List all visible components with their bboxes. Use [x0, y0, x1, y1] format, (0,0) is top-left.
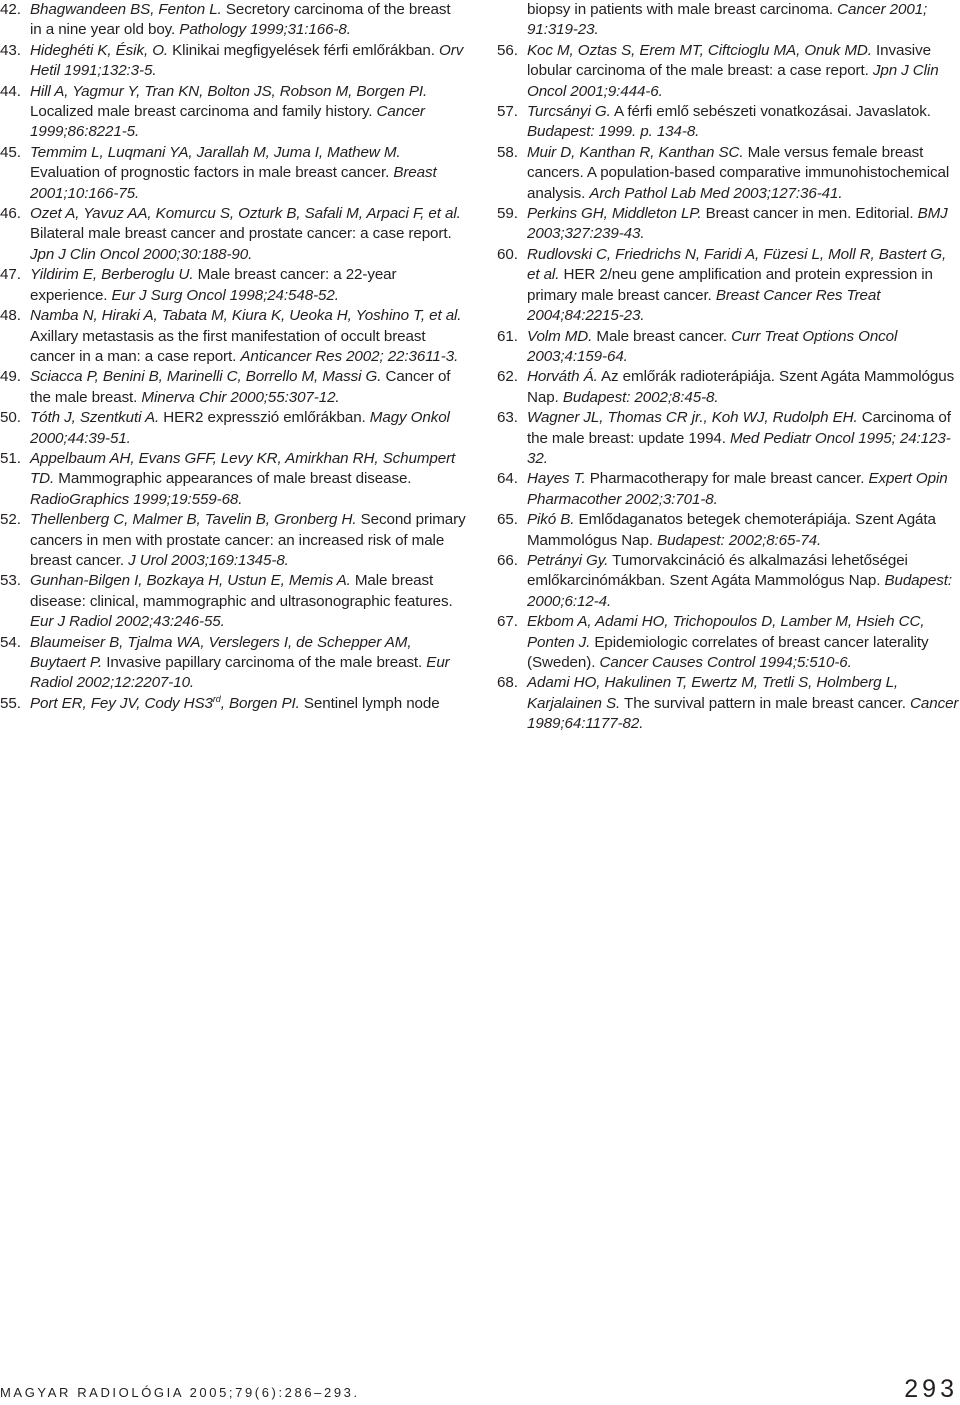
reference-journal: Jpn J Clin Oncol 2000;30:188-90. [30, 245, 253, 263]
reference-title: Epidemiologic correlates of breast cancer laterality (Sweden). [527, 633, 929, 671]
reference-number: 42. [0, 1, 21, 18]
reference-journal: Curr Treat Options Oncol 2003;4:159-64. [527, 327, 898, 365]
reference-journal: Cancer 2001; 91:319-23. [527, 1, 928, 39]
reference-title: Klinikai megfigyelések férfi emlőrákban. [168, 41, 440, 59]
reference-number: 67. [497, 613, 518, 631]
reference-title: A férfi emlő sebészeti vonatkozásai. Javaslatok. [610, 103, 931, 121]
reference-42 [0, 0, 466, 41]
reference-journal: J Urol 2003;169:1345-8. [128, 551, 289, 569]
reference-journal: Eur Radiol 2002;12:2207-10. [30, 654, 450, 692]
reference-journal: Med Pediatr Oncol 1995; 24:123-32. [527, 429, 951, 467]
reference-journal: Cancer 1999;86:8221-5. [30, 103, 425, 141]
reference-journal: RadioGraphics 1999;19:559-68. [30, 490, 243, 508]
reference-67 [497, 612, 960, 673]
reference-title: Second primary cancers in men with prostate cancer: an increased risk of male breast cancer. [30, 511, 466, 569]
reference-authors: Ekbom A, Adami HO, Trichopoulos D, Lamber M, Hsieh CC, Ponten J. [527, 613, 925, 651]
reference-authors: Namba N, Hiraki A, Tabata M, Kiura K, Ueoka H, Yoshino T, et al. [30, 307, 462, 325]
reference-number: 59. [497, 205, 518, 223]
reference-journal: Cancer Causes Control 1994;5:510-6. [599, 654, 852, 671]
reference-authors: Ozet A, Yavuz AA, Komurcu S, Ozturk B, Safali M, Arpaci F, et al. [30, 205, 461, 223]
reference-authors: Yildirim E, Berberoglu U. [30, 266, 194, 284]
reference-authors: Pikó B. [527, 511, 575, 529]
reference-57 [497, 102, 960, 143]
reference-journal: Breast 2001;10:166-75. [30, 164, 437, 202]
reference-authors: Temmim L, Luqmani YA, Jarallah M, Juma I, Mathew M. [30, 143, 401, 161]
reference-title: Male breast disease: clinical, mammographic and ultrasonographic features. [30, 572, 453, 610]
reference-number: 44. [0, 82, 21, 100]
reference-title: Male breast cancer. [592, 327, 732, 345]
reference-title: Sentinel lymph node [299, 694, 440, 712]
reference-authors: Volm MD. [527, 327, 593, 345]
reference-number: 54. [0, 633, 21, 651]
reference-journal: Eur J Surg Oncol 1998;24:548-52. [111, 286, 339, 304]
reference-55 [0, 694, 466, 714]
reference-number: 68. [497, 674, 518, 692]
reference-63 [497, 408, 960, 469]
reference-title: Evaluation of prognostic factors in male breast cancer. [30, 164, 394, 182]
reference-number: 52. [0, 511, 21, 529]
reference-number: 45. [0, 143, 21, 161]
reference-title: Cancer of the male breast. [30, 368, 451, 406]
right-column [497, 0, 960, 735]
reference-authors: Bhagwandeen BS, Fenton L. [30, 1, 222, 18]
reference-journal: Breast Cancer Res Treat 2004;84:2215-23. [527, 286, 881, 325]
reference-journal: Anticancer Res 2002; 22:3611-3. [240, 347, 459, 365]
reference-authors: Adami HO, Hakulinen T, Ewertz M, Tretli S, Holmberg L, Karjalainen S. [527, 674, 899, 712]
reference-journal: Eur J Radiol 2002;43:246-55. [30, 613, 225, 631]
reference-title: Carcinoma of the male breast: update 1994. [527, 409, 951, 447]
reference-authors: Gunhan-Bilgen I, Bozkaya H, Ustun E, Memis A. [30, 572, 351, 590]
reference-journal: Budapest: 1999. p. 134-8. [527, 123, 700, 141]
reference-number: 51. [0, 449, 21, 467]
reference-authors: Hayes T. [527, 470, 586, 488]
reference-number: 56. [497, 41, 518, 59]
reference-54 [0, 633, 466, 694]
reference-authors: Thellenberg C, Malmer B, Tavelin B, Gronberg H. [30, 511, 357, 529]
reference-number: 64. [497, 470, 518, 488]
reference-58 [497, 143, 960, 204]
reference-47 [0, 265, 466, 306]
reference-number: 48. [0, 307, 21, 325]
reference-title: The survival pattern in male breast cancer. [620, 694, 911, 712]
reference-authors: Port ER, Fey JV, Cody HS3 [30, 694, 213, 712]
reference-authors: Hideghéti K, Ésik, O. [30, 41, 169, 59]
reference-number: 63. [497, 409, 518, 427]
journal-citation: MAGYAR RADIOLÓGIA 2005;79(6):286–293. [0, 1385, 360, 1400]
reference-journal: Budapest: 2000;6:12-4. [527, 572, 952, 610]
reference-65 [497, 510, 960, 551]
reference-66 [497, 551, 960, 612]
reference-journal: BMJ 2003;327:239-43. [527, 205, 948, 243]
reference-number: 60. [497, 245, 518, 263]
reference-number: 50. [0, 409, 21, 427]
reference-authors: Perkins GH, Middleton LP. [527, 205, 702, 223]
reference-journal: Cancer 1989;64:1177-82. [527, 694, 959, 733]
reference-62 [497, 367, 960, 408]
reference-number: 66. [497, 551, 518, 569]
reference-title: HER 2/neu gene amplification and protein expression in primary male breast cancer. [527, 266, 933, 304]
reference-journal: Minerva Chir 2000;55:307-12. [141, 388, 340, 406]
reference-title: Tumorvakcináció és alkalmazási lehetőségei emlőkarcinómákban. Szent Agáta Mammológus Nap. [527, 551, 908, 590]
reference-number: 65. [497, 511, 518, 529]
reference-title: Secretory carcinoma of the breast in a nine year old boy. [30, 1, 451, 39]
reference-title: Bilateral male breast cancer and prostate cancer: a case report. [30, 225, 452, 243]
reference-title: Mammographic appearances of male breast disease. [54, 470, 412, 488]
reference-journal: Jpn J Clin Oncol 2001;9:444-6. [527, 62, 939, 100]
reference-title: Axillary metastasis as the first manifestation of occult breast cancer in a man: a case report. [30, 327, 426, 365]
reference-55-continued [497, 0, 960, 41]
reference-title: biopsy in patients with male breast carcinoma. [527, 1, 838, 18]
reference-52 [0, 510, 466, 571]
reference-50 [0, 408, 466, 449]
reference-authors: Sciacca P, Benini B, Marinelli C, Borrello M, Massi G. [30, 368, 382, 386]
reference-46 [0, 204, 466, 265]
reference-journal: Orv Hetil 1991;132:3-5. [30, 41, 464, 80]
reference-title: Emlődaganatos betegek chemoterápiája. Szent Agáta Mammológus Nap. [527, 511, 936, 549]
reference-51 [0, 449, 466, 510]
reference-49 [0, 367, 466, 408]
reference-journal: Budapest: 2002;8:65-74. [657, 531, 822, 549]
reference-number: 49. [0, 368, 21, 386]
reference-number: 62. [497, 368, 518, 386]
reference-title: Invasive lobular carcinoma of the male breast: a case report. [527, 41, 931, 80]
reference-number: 43. [0, 41, 21, 59]
reference-authors-superscript: rd [212, 693, 221, 704]
reference-56 [497, 41, 960, 102]
reference-authors: Muir D, Kanthan R, Kanthan SC. [527, 143, 744, 161]
reference-title: Az emlőrák radioterápiája. Szent Agáta Mammológus Nap. [527, 368, 955, 406]
reference-60 [497, 245, 960, 327]
reference-title: HER2 expresszió emlőrákban. [159, 409, 370, 427]
reference-44 [0, 82, 466, 143]
reference-number: 46. [0, 205, 21, 223]
reference-number: 58. [497, 143, 518, 161]
reference-journal: Expert Opin Pharmacother 2002;3:701-8. [527, 470, 948, 508]
reference-journal: Magy Onkol 2000;44:39-51. [30, 409, 450, 447]
reference-title: Localized male breast carcinoma and family history. [30, 103, 377, 121]
reference-title: Male breast cancer: a 22-year experience. [30, 266, 397, 304]
reference-number: 61. [497, 327, 518, 345]
reference-journal: Arch Pathol Lab Med 2003;127:36-41. [589, 184, 843, 202]
reference-authors: Turcsányi G. [527, 103, 611, 121]
reference-authors: Wagner JL, Thomas CR jr., Koh WJ, Rudolph EH. [527, 409, 858, 427]
reference-authors: Koc M, Oztas S, Erem MT, Ciftcioglu MA, Onuk MD. [527, 41, 872, 59]
reference-title: Pharmacotherapy for male breast cancer. [585, 470, 869, 488]
reference-journal: Budapest: 2002;8:45-8. [562, 388, 719, 406]
reference-53 [0, 571, 466, 632]
reference-authors: Appelbaum AH, Evans GFF, Levy KR, Amirkhan RH, Schumpert TD. [30, 449, 456, 488]
reference-59 [497, 204, 960, 245]
reference-45 [0, 143, 466, 204]
reference-48 [0, 306, 466, 367]
reference-61 [497, 327, 960, 368]
reference-64 [497, 469, 960, 510]
reference-authors: Tóth J, Szentkuti A. [30, 409, 160, 427]
reference-authors: Hill A, Yagmur Y, Tran KN, Bolton JS, Robson M, Borgen PI. [30, 82, 428, 100]
reference-number: 47. [0, 266, 21, 284]
reference-43 [0, 41, 466, 82]
reference-authors: Rudlovski C, Friedrichs N, Faridi A, Füzesi L, Moll R, Bastert G, et al. [527, 245, 947, 284]
left-column [0, 0, 466, 714]
reference-number: 57. [497, 103, 518, 121]
reference-title: Invasive papillary carcinoma of the male breast. [102, 654, 427, 671]
reference-authors: Petrányi Gy. [527, 551, 609, 569]
page-number: 293 [904, 1375, 958, 1403]
reference-number: 53. [0, 572, 21, 590]
reference-title: Breast cancer in men. Editorial. [701, 205, 918, 223]
reference-number: 55. [0, 694, 21, 712]
reference-authors: Horváth Á. [527, 368, 598, 386]
reference-68 [497, 673, 960, 734]
reference-authors: , Borgen PI. [220, 694, 300, 712]
reference-journal: Pathology 1999;31:166-8. [179, 21, 351, 39]
reference-title: Male versus female breast cancers. A population-based comparative immunohistochemical analysis. [527, 143, 950, 202]
reference-authors: Blaumeiser B, Tjalma WA, Verslegers I, de Schepper AM, Buytaert P. [30, 633, 412, 671]
